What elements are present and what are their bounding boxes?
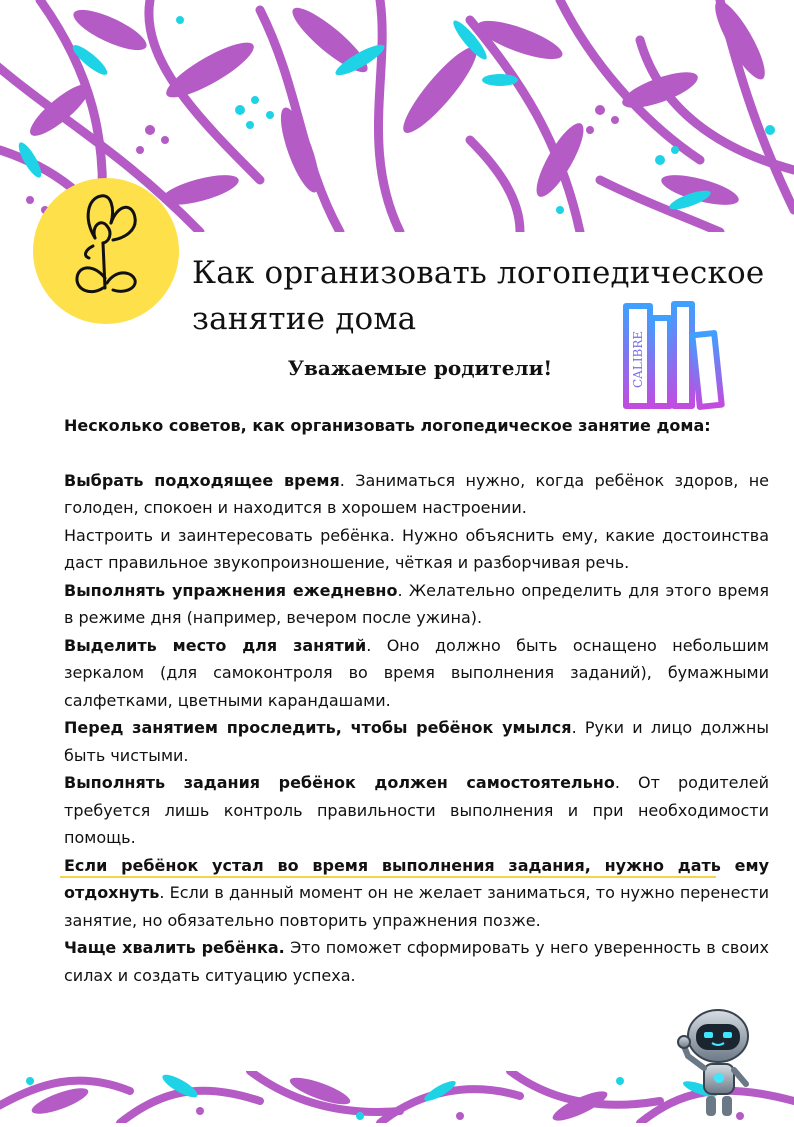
tip-item [64, 577, 769, 632]
tip-text: . Если в данный момент он не желает заниматься, то нужно перенести занятие, но обязательно повторить упражнения позже. [64, 883, 769, 930]
tip-heading: Чаще хвалить ребёнка. [64, 938, 285, 957]
flower-logo [33, 178, 179, 324]
tip-item [64, 714, 769, 769]
tip-item [64, 769, 769, 852]
tip-text: Настроить и заинтересовать ребёнка. Нужно объяснить ему, какие достоинства даст правильное звукопроизношение, чёткая и разборчивая речь. [64, 525, 769, 572]
tip-text: . От родителей требуется лишь контроль правильности выполнения и при необходимости помощь. [64, 773, 769, 847]
tip-heading: Выполнять упражнения ежедневно [64, 580, 398, 600]
tip-text: . Руки и лицо должны быть чистыми. [64, 718, 769, 765]
tip-item [64, 467, 769, 522]
robot [674, 1006, 764, 1127]
tip-item [64, 632, 769, 715]
tip-item [64, 852, 769, 935]
tip-item [64, 934, 769, 989]
tip-text: . Желательно определить для этого время в режиме дня (например, вечером после ужина). [64, 580, 769, 627]
tips-content [64, 412, 769, 989]
title-line-2: занятие дома [192, 301, 417, 337]
tip-text: . Оно должно быть оснащено небольшим зеркалом (для самоконтроля во время выполнения заданий), бумажными салфетками, цветными карандашами. [64, 635, 769, 710]
flower-logo-icon [33, 178, 179, 324]
tip-item [64, 522, 769, 577]
tip-heading: Выделить место для занятий [64, 635, 367, 655]
books-logo-text: CALIBRE [631, 330, 645, 388]
greeting: Уважаемые родители! [287, 356, 553, 380]
intro-text: Несколько советов, как организовать логопедическое занятие дома: [64, 416, 711, 435]
robot-icon [674, 1006, 764, 1123]
divider-line [60, 876, 716, 878]
tip-text: . Заниматься нужно, когда ребёнок здоров, не голоден, спокоен и находится в хорошем настроении. [64, 470, 769, 517]
tip-heading: Если ребёнок устал во время выполнения задания, нужно дать ему отдохнуть [64, 855, 769, 902]
tip-heading: Выполнять задания ребёнок должен самостоятельно [64, 773, 615, 792]
tip-text: Это поможет сформировать у него уверенность в своих силах и создать ситуацию успеха. [64, 938, 769, 985]
tip-heading: Перед занятием проследить, чтобы ребёнок умылся [64, 718, 572, 737]
tip-heading: Выбрать подходящее время [64, 470, 340, 490]
title-line-1: Как организовать логопедическое [192, 255, 765, 291]
